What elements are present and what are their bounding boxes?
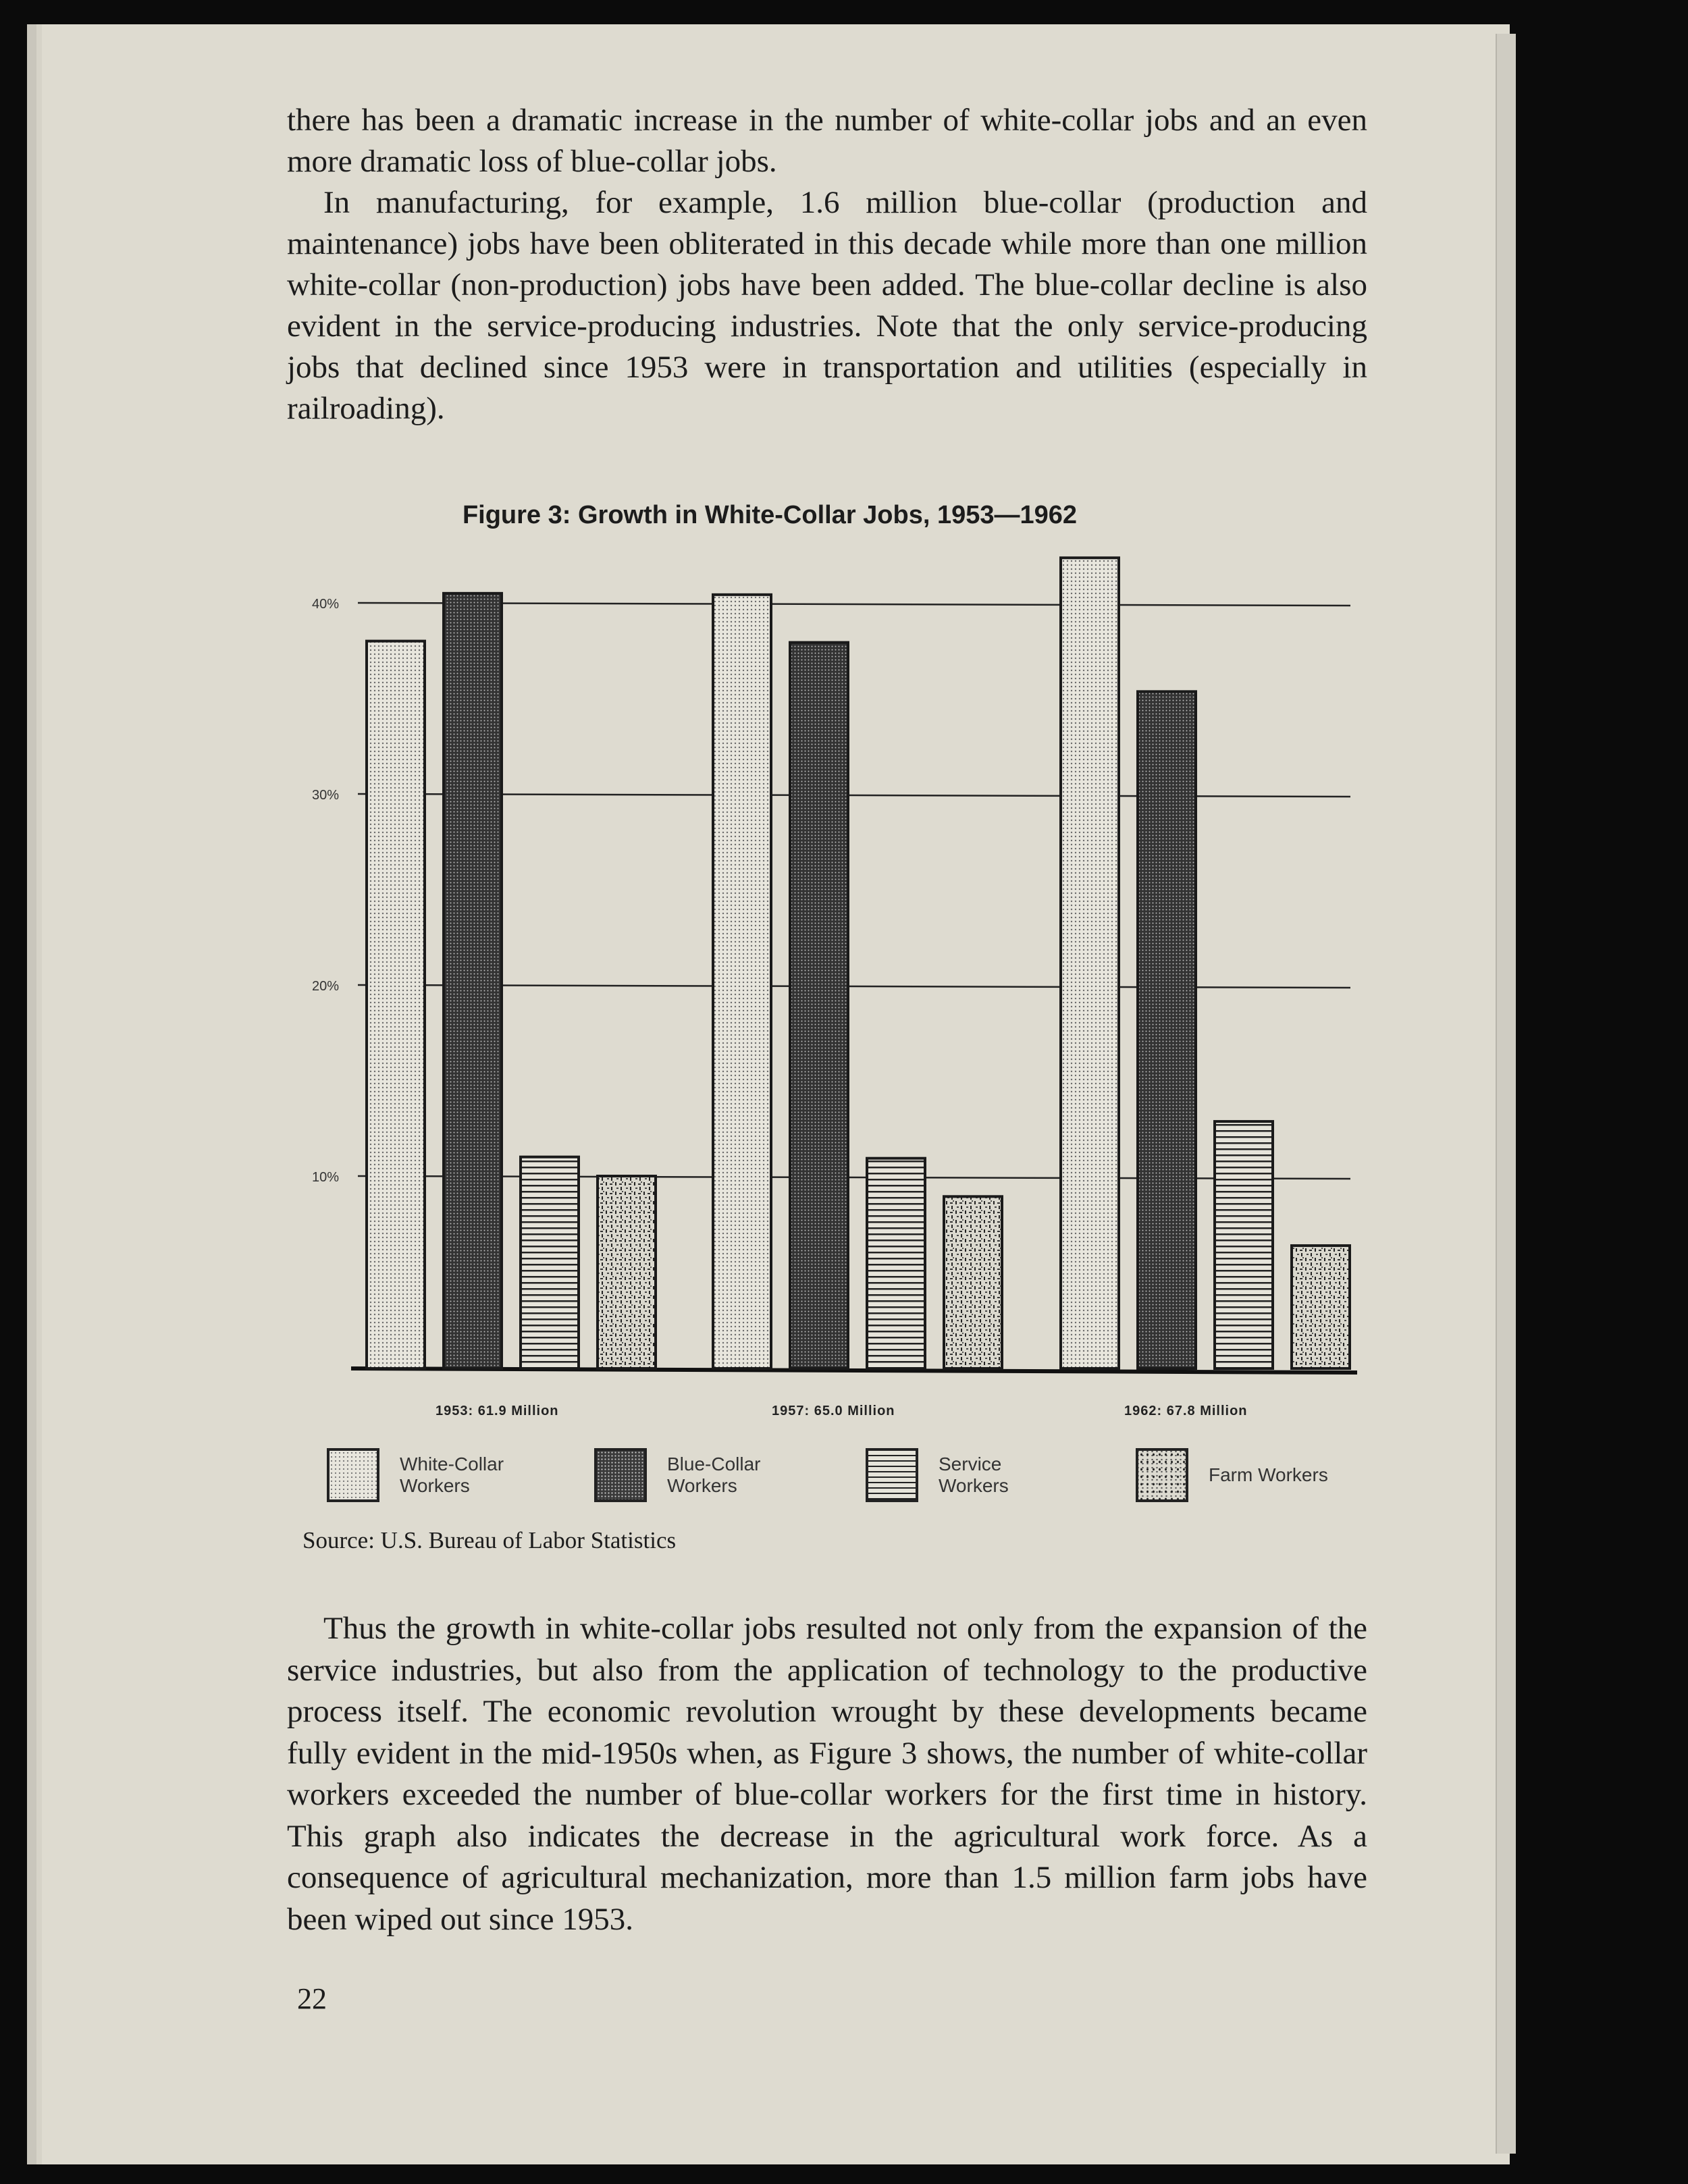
x-category-label: 1953: 61.9 Million bbox=[436, 1404, 559, 1418]
y-tick-label: 20% bbox=[312, 979, 340, 994]
bar-farm-1 bbox=[944, 1196, 1002, 1368]
figure-source: Source: U.S. Bureau of Labor Statistics bbox=[302, 1527, 677, 1553]
bar-service-2 bbox=[1215, 1121, 1273, 1368]
bar-farm-0 bbox=[598, 1176, 656, 1368]
gridline bbox=[358, 985, 1350, 988]
legend-swatch-blue-collar bbox=[594, 1448, 647, 1502]
bar-white-1 bbox=[713, 595, 771, 1368]
paragraph-top-1: there has been a dramatic increase in the number of white-collar jobs and an even more dramatic loss of blue-collar jobs. bbox=[287, 103, 1367, 179]
legend-label-white-collar: White-Collar Workers bbox=[400, 1454, 504, 1496]
bar-white-2 bbox=[1061, 558, 1119, 1368]
legend-swatch-service bbox=[866, 1448, 918, 1502]
y-tick-label: 40% bbox=[312, 597, 340, 612]
y-tick-label: 30% bbox=[312, 788, 340, 803]
bar-farm-2 bbox=[1292, 1246, 1350, 1368]
page-number: 22 bbox=[297, 1982, 327, 2015]
legend-service bbox=[866, 1448, 1067, 1502]
legend-label-service: Service Workers bbox=[939, 1454, 1009, 1496]
paragraph-bottom: Thus the growth in white-collar jobs resulted not only from the expansion of the service industries, but also from the application of technology to the productive process itself. The economic revolution wrought by these developments became fully evident in the mid-1950s when, as Figure 3 shows, the number of white-collar workers exceeded the number of blue-collar workers for the first time in history. This graph also indicates the decrease in the agricultural work force. As a consequence of agricultural mechanization, more than 1.5 million farm jobs have been wiped out since 1953. bbox=[287, 1611, 1367, 1937]
figure-title: Figure 3: Growth in White-Collar Jobs, 1953—1962 bbox=[462, 501, 1078, 529]
legend-blue-collar bbox=[594, 1448, 795, 1502]
bar-blue-2 bbox=[1138, 691, 1196, 1368]
x-category-label: 1962: 67.8 Million bbox=[1124, 1404, 1248, 1418]
gridline bbox=[358, 1176, 1350, 1179]
gridline bbox=[358, 794, 1350, 797]
legend-label-blue-collar: Blue-Collar Workers bbox=[667, 1454, 761, 1496]
bar-service-1 bbox=[867, 1158, 925, 1368]
bar-blue-0 bbox=[444, 593, 502, 1368]
bar-white-0 bbox=[367, 641, 425, 1368]
paragraph-top-2: In manufacturing, for example, 1.6 million blue-collar (production and maintenance) jobs have been obliterated in this decade while more than one million white-collar (non-production) jobs have been added. The blue-collar decline is also evident in the service-producing industries. Note that the only service-producing jobs that declined since 1953 were in transportation and utilities (especially in railroading). bbox=[287, 185, 1367, 426]
legend-farm bbox=[1136, 1448, 1337, 1502]
bar-blue-1 bbox=[790, 643, 848, 1368]
legend-swatch-farm bbox=[1136, 1448, 1188, 1502]
legend-swatch-white-collar bbox=[327, 1448, 379, 1502]
legend-white-collar bbox=[327, 1448, 528, 1502]
gridline bbox=[358, 603, 1350, 606]
bar-service-0 bbox=[521, 1157, 579, 1368]
y-tick-label: 10% bbox=[312, 1170, 340, 1185]
legend-label-farm: Farm Workers bbox=[1209, 1464, 1328, 1485]
x-category-label: 1957: 65.0 Million bbox=[772, 1404, 895, 1418]
